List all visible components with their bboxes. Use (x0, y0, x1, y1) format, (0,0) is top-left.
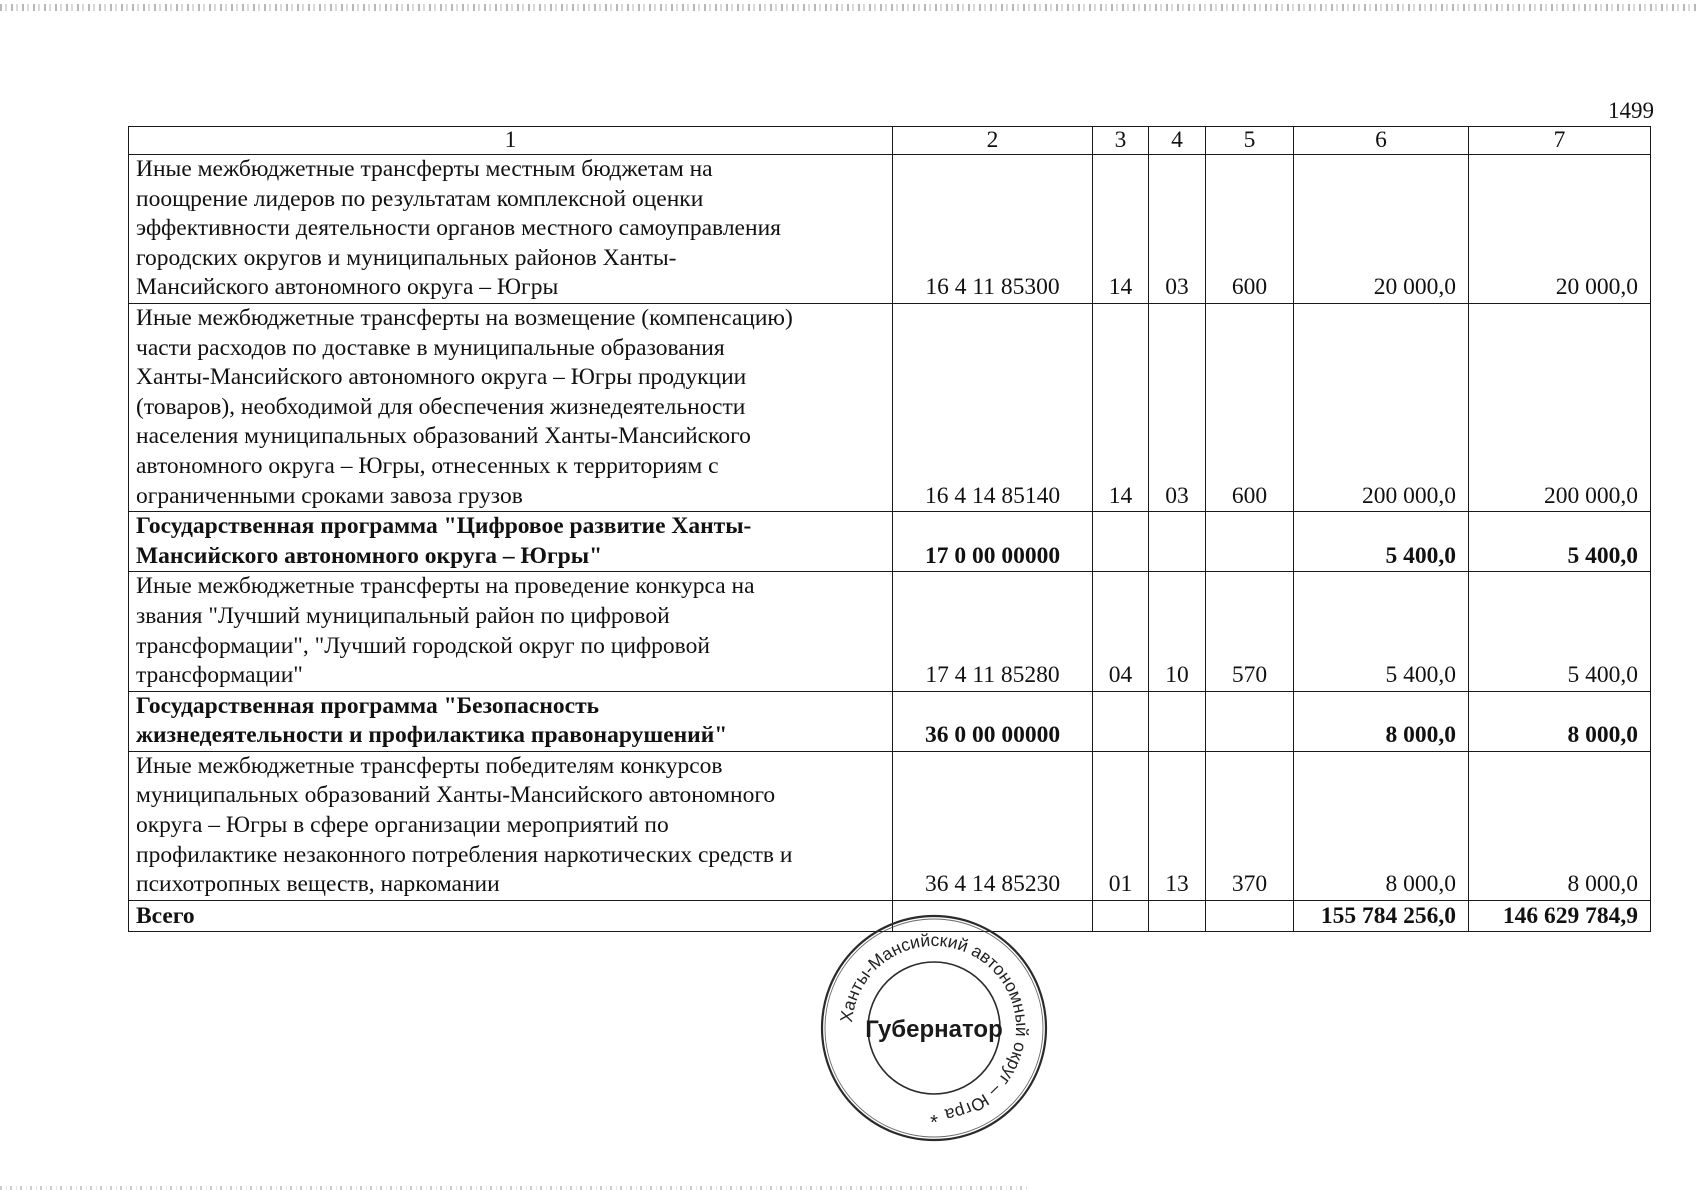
amount-col-7: 5 400,0 (1469, 512, 1651, 572)
table-header-row (129, 127, 1651, 155)
description-line: ограниченными сроками завоза грузов (136, 482, 523, 509)
section-code: 14 (1093, 155, 1149, 304)
subsection-code: 10 (1149, 572, 1206, 691)
description-line: эффективности деятельности органов местного самоуправления (136, 215, 781, 242)
description-line: муниципальных образований Ханты-Мансийского автономного (136, 782, 776, 809)
subsection-code (1149, 512, 1206, 572)
target-item-code: 17 4 11 85280 (893, 572, 1093, 691)
description-line: Иные межбюджетные трансферты победителям конкурсов (136, 752, 723, 779)
subsection-code: 13 (1149, 751, 1206, 900)
amount-col-7: 8 000,0 (1469, 691, 1651, 751)
table-row (129, 572, 1651, 691)
page-number: 1499 (1608, 98, 1654, 123)
description-line: округа – Югры в сфере организации мероприятий по (136, 812, 669, 839)
amount-col-6: 8 000,0 (1294, 691, 1469, 751)
header-col-3: 3 (1093, 127, 1149, 155)
description-line: населения муниципальных образований Ханты-Мансийского (136, 423, 751, 450)
description-line: звания "Лучший муниципальный район по цифровой (136, 602, 670, 629)
description-line: трансформации", "Лучший городской округ по цифровой (136, 632, 710, 659)
program-row (129, 512, 1651, 572)
description-line: Иные межбюджетные трансферты на проведение конкурса на (136, 573, 755, 600)
header-col-5: 5 (1206, 127, 1294, 155)
description-line: Мансийского автономного округа – Югры" (136, 542, 603, 569)
description-line: поощрение лидеров по результатам комплексной оценки (136, 185, 704, 212)
section-code (1093, 512, 1149, 572)
description-line: профилактике незаконного потребления наркотических средств и (136, 841, 793, 868)
target-item-code: 17 0 00 00000 (893, 512, 1093, 572)
description-line: Иные межбюджетные трансферты местным бюджетам на (136, 156, 713, 182)
amount-col-7: 200 000,0 (1469, 303, 1651, 511)
total-label: Всего (129, 900, 893, 931)
subsection-code: 03 (1149, 303, 1206, 511)
amount-col-6: 5 400,0 (1294, 512, 1469, 572)
header-col-4: 4 (1149, 127, 1206, 155)
expense-type-code (1206, 512, 1294, 572)
description-line: психотропных веществ, наркомании (136, 871, 500, 898)
header-col-2: 2 (893, 127, 1093, 155)
total-empty-cell (1093, 900, 1149, 931)
row-description (129, 751, 893, 900)
total-empty-cell (1149, 900, 1206, 931)
total-empty-cell (1206, 900, 1294, 931)
description-line: Ханты-Мансийского автономного округа – Югры продукции (136, 364, 747, 391)
description-line: трансформации" (136, 662, 303, 689)
total-amount-col-7: 146 629 784,9 (1469, 900, 1651, 931)
amount-col-7: 5 400,0 (1469, 572, 1651, 691)
subsection-code (1149, 691, 1206, 751)
amount-col-7: 8 000,0 (1469, 751, 1651, 900)
header-col-1: 1 (129, 127, 893, 155)
table-row (129, 751, 1651, 900)
expense-type-code: 570 (1206, 572, 1294, 691)
description-line: (товаров), необходимой для обеспечения жизнедеятельности (136, 393, 746, 420)
expense-type-code (1206, 691, 1294, 751)
section-code (1093, 691, 1149, 751)
description-line: Иные межбюджетные трансферты на возмещение (компенсацию) (136, 304, 793, 331)
header-col-7: 7 (1469, 127, 1651, 155)
section-code: 04 (1093, 572, 1149, 691)
amount-col-6: 20 000,0 (1294, 155, 1469, 304)
section-code: 14 (1093, 303, 1149, 511)
expense-type-code: 600 (1206, 303, 1294, 511)
program-title (129, 512, 893, 572)
description-line: автономного округа – Югры, отнесенных к территориям с (136, 452, 719, 479)
total-amount-col-6: 155 784 256,0 (1294, 900, 1469, 931)
program-row (129, 691, 1651, 751)
amount-col-6: 5 400,0 (1294, 572, 1469, 691)
target-item-code: 36 4 14 85230 (893, 751, 1093, 900)
target-item-code: 16 4 11 85300 (893, 155, 1093, 304)
description-line: Государственная программа "Безопасность (136, 692, 600, 719)
seal-star: * (930, 1112, 938, 1134)
description-line: городских округов и муниципальных районов Ханты- (136, 244, 677, 271)
amount-col-7: 20 000,0 (1469, 155, 1651, 304)
expense-type-code: 600 (1206, 155, 1294, 304)
description-line: Мансийского автономного округа – Югры (136, 274, 559, 301)
row-description (129, 155, 893, 304)
target-item-code: 36 0 00 00000 (893, 691, 1093, 751)
description-line: Государственная программа "Цифровое развитие Ханты- (136, 513, 752, 540)
scan-edge-top (0, 4, 1698, 11)
amount-col-6: 200 000,0 (1294, 303, 1469, 511)
section-code: 01 (1093, 751, 1149, 900)
table-row (129, 303, 1651, 511)
row-description (129, 572, 893, 691)
seal-ring-text: Ханты-Мансийский автономный округ – Югра (836, 929, 1033, 1126)
program-title (129, 691, 893, 751)
header-col-6: 6 (1294, 127, 1469, 155)
governor-seal (818, 912, 1050, 1144)
row-description (129, 303, 893, 511)
table-row (129, 155, 1651, 304)
description-line: части расходов по доставке в муниципальные образования (136, 334, 725, 361)
target-item-code: 16 4 14 85140 (893, 303, 1093, 511)
subsection-code: 03 (1149, 155, 1206, 304)
seal-center-text: Губернатор (865, 1016, 1003, 1043)
description-line: жизнедеятельности и профилактика правонарушений" (136, 722, 728, 749)
scan-edge-bottom (0, 1186, 1030, 1190)
amount-col-6: 8 000,0 (1294, 751, 1469, 900)
expense-type-code: 370 (1206, 751, 1294, 900)
budget-table (128, 126, 1651, 932)
